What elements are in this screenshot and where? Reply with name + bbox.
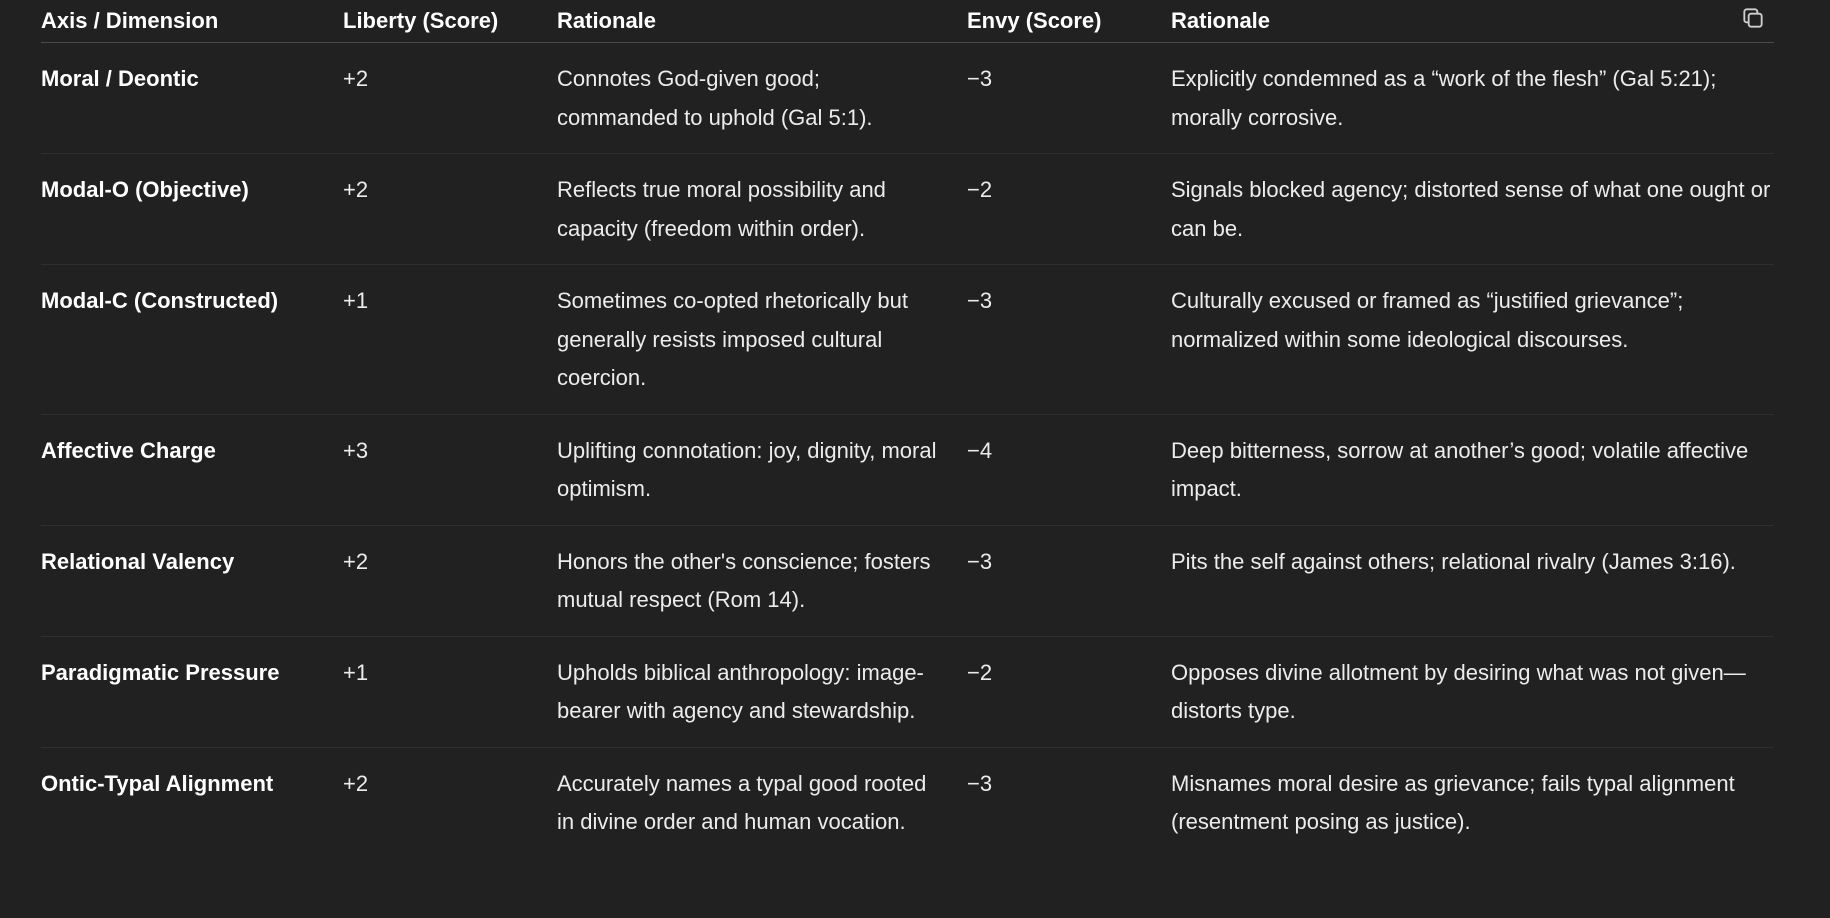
header-axis: Axis / Dimension [41, 0, 343, 43]
header-liberty-rationale: Rationale [557, 0, 967, 43]
envy-rationale-cell: Opposes divine allotment by desiring what was not given—distorts type. [1171, 636, 1774, 747]
envy-score-cell: −2 [967, 154, 1171, 265]
table-row [41, 525, 1774, 636]
envy-rationale-cell: Pits the self against others; relational rivalry (James 3:16). [1171, 525, 1774, 636]
copy-table-button[interactable] [1738, 3, 1768, 33]
axis-cell: Modal-C (Constructed) [41, 265, 343, 415]
axis-cell: Relational Valency [41, 525, 343, 636]
liberty-rationale-cell: Connotes God-given good; commanded to uphold (Gal 5:1). [557, 43, 967, 154]
liberty-score-cell: +2 [343, 43, 557, 154]
liberty-rationale-cell: Accurately names a typal good rooted in divine order and human vocation. [557, 770, 927, 834]
axis-cell: Modal-O (Objective) [41, 154, 343, 265]
liberty-score-cell: +1 [343, 265, 557, 415]
copy-icon [1740, 5, 1766, 31]
envy-score-cell: −3 [967, 770, 993, 796]
envy-score-cell: −4 [967, 414, 1171, 525]
envy-rationale-cell: Explicitly condemned as a “work of the flesh” (Gal 5:21); morally corrosive. [1171, 43, 1774, 154]
envy-score-cell: −3 [967, 43, 1171, 154]
header-envy-rationale: Rationale [1171, 0, 1774, 43]
table-row [41, 636, 1774, 747]
table-header-row [41, 0, 1774, 43]
envy-rationale-cell: Deep bitterness, sorrow at another’s good; volatile affective impact. [1171, 414, 1774, 525]
axis-cell: Ontic-Typal Alignment [41, 770, 274, 796]
table-row [41, 414, 1774, 525]
liberty-score-cell: +1 [343, 636, 557, 747]
liberty-score-cell: +2 [343, 770, 369, 796]
liberty-score-cell: +3 [343, 414, 557, 525]
header-liberty-score: Liberty (Score) [343, 0, 557, 43]
envy-rationale-cell: Misnames moral desire as grievance; fails typal alignment (resentment posing as justice). [1171, 770, 1735, 834]
envy-rationale-cell: Culturally excused or framed as “justified grievance”; normalized within some ideological discourses. [1171, 265, 1774, 415]
axis-cell: Affective Charge [41, 414, 343, 525]
envy-score-cell: −3 [967, 265, 1171, 415]
table-row [41, 154, 1774, 265]
comparison-table [41, 0, 1774, 858]
table-row [41, 747, 1774, 858]
liberty-score-cell: +2 [343, 525, 557, 636]
axis-cell: Paradigmatic Pressure [41, 636, 343, 747]
axis-cell: Moral / Deontic [41, 43, 343, 154]
envy-rationale-cell: Signals blocked agency; distorted sense of what one ought or can be. [1171, 154, 1774, 265]
liberty-rationale-cell: Upholds biblical anthropology: image-bearer with agency and stewardship. [557, 636, 967, 747]
table-row [41, 43, 1774, 154]
liberty-score-cell: +2 [343, 154, 557, 265]
header-envy-score: Envy (Score) [967, 0, 1171, 43]
liberty-rationale-cell: Sometimes co-opted rhetorically but generally resists imposed cultural coercion. [557, 265, 967, 415]
envy-score-cell: −2 [967, 636, 1171, 747]
liberty-rationale-cell: Uplifting connotation: joy, dignity, moral optimism. [557, 414, 967, 525]
comparison-table-container [41, 0, 1774, 858]
table-row [41, 265, 1774, 415]
envy-score-cell: −3 [967, 525, 1171, 636]
liberty-rationale-cell: Honors the other's conscience; fosters mutual respect (Rom 14). [557, 525, 967, 636]
liberty-rationale-cell: Reflects true moral possibility and capacity (freedom within order). [557, 154, 967, 265]
